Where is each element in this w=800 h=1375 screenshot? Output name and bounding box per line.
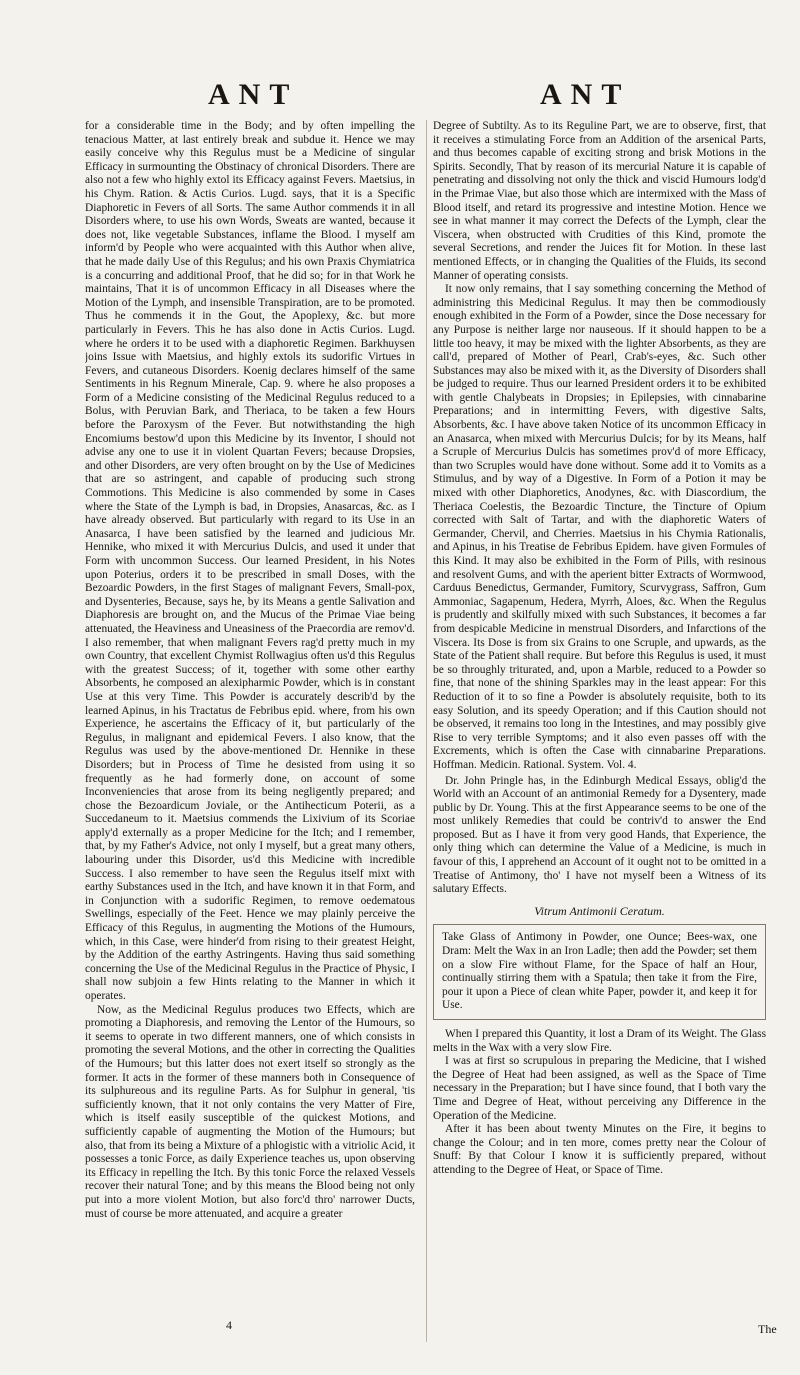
running-head-right: ANT [540, 78, 631, 111]
recipe-box: Take Glass of Antimony in Powder, one Ounce; Bees-wax, one Dram: Melt the Wax in an Iron Ladle; then add the Powder; set them on a slow Fire without Flame, for the Space of half an Hour, continually stirring them with a Spatula; then take it from the Fire, pour it upon a Piece of clean white Paper, powder it, and keep it for Use. [433, 924, 766, 1020]
right-text-column [426, 120, 766, 1342]
catchword: The [758, 1322, 777, 1336]
paragraph: for a considerable time in the Body; and by often impelling the tenacious Matter, at last entirely break and subdue it. Hence we may easily conceive why this Regulus must be a Medicine of singular Efficacy in surmounting the Obstinacy of chronical Disorders. There are also not a few who highly extol its Efficacy against Fevers. Maetsius, in his Chym. Ration. & Actis Curios. Lugd. says, that it is a Specific Diaphoretic in Fevers of all Sorts. The same Author commends it in all Disorders where, to use his own Words, Sweats are wanted, because it does not, like vegetable Substances, inflame the Blood. I myself am inform'd by People who were acquainted with this Author when alive, that he made daily Use of this Regulus; and his own Praxis Chymiatrica is a concurring and additional Proof, that he did so; for in that Work he maintains, That it is of uncommon Efficacy in all Diseases where the Motion of the Lymph, and insensible Transpiration, are to be promoted. Thus he commends it in the Gout, the Apoplexy, &c. but more particularly in Fevers. This he has also done in Actis Curios. Lugd. where he orders it to be used with a diaphoretic Regimen. Barkhuysen joins Issue with Maetsius, and highly extols its sudorific Virtues in Fevers, and cutaneous Disorders. Koenig declares himself of the same Sentiments in his Regnum Minerale, Cap. 9. where he also proposes a Form of a Medicine consisting of the Medicinal Regulus reduced to a Bolus, with Peruvian Bark, and Theriaca, to be taken a few Hours before the Paroxysm of the Fever. But notwithstanding the high Encomiums bestow'd upon this Medicine by its Inventor, I should not advise any one to use it in violent Quartan Fevers; because Dropsies, and other Disorders, are very often brought on by the Use of Medicines that are so astringent, and capable of producing such strong Commotions. This Medicine is also commended by some in Cases where the State of the Lymph is bad, in Dropsies, Anasarcas, &c. as I have already observed. But particularly with regard to its Use in an Anasarca, I have been satisfied by the learned and judicious Mr. Hennike, who mixed it with Mercurius Dulcis, and used it under that Form with uncommon Success. Our learned President, in his Notes upon Poterius, orders it to be prescribed in small Doses, with the Bezoardic Powders, in the first Stages of malignant Fevers, Small-pox, and Dysenteries, Because, says he, by its Means a gentle Salivation and Diaphoresis are brought on, and the Mucus of the Primae Viae being attenuated, the Heaviness and Uneasiness of the Praecordia are remov'd. I also remember, that when malignant Fevers rag'd pretty much in my own Country, that excellent Chymist Rollwagius often us'd this Regulus with the greatest Success; of it, together with some other earthy Absorbents, he composed an alexipharmic Powder, which is in constant Use at this very Time. This Powder is accurately describ'd by the learned Apinus, in his Tractatus de Febribus epid. where, from his own Experience, he ascertains the Efficacy of it, but particularly of the Regulus, in malignant and epidemical Fevers. I also know, that the Regulus was used by the above-mentioned Dr. Hennike in these Disorders; but in Process of Time he desisted from using it so frequently as he had formerly done, on account of some Inconveniencies that arose from its being negligently prepared; and chose the Bezoardicum Joviale, or the Antihecticum Poterii, as a Succedaneum to it. Maetsius commends the Lixivium of its Scoriae apply'd externally as a proper Medicine for the Itch; and I remember, that, by my Father's Advice, not only I myself, but a great many others, labouring under this Disorder, us'd this Medicine with incredible Success. I also remember to have seen the Regulus itself mixt with earthy Substances used in the Itch, and have known it in that Form, and in Conjunction with a sudorific Regimen, to remove oedematous Swellings, especially of the Feet. Hence we may plainly perceive the Efficacy of this Regulus, in augmenting the Motions of the Humours, which, in this Case, were hinder'd from rising to their greatest Height, by the Addition of the earthy Astringents. Having thus said something concerning the Use of the Medicinal Regulus in the Practice of Physic, I shall now subjoin a few Hints relating to the Manner in which it operates. [85, 120, 415, 1002]
paragraph: It now only remains, that I say something concerning the Method of administring this Medicinal Regulus. It may then be commodiously enough exhibited in the Form of a Powder, since the Dose necessary for any Purpose is neither large nor nauseous. If it should happen to be a little too heavy, it may be mixed with the lighter Absorbents, as they are call'd, prepared of Mother of Pearl, Crab's-eyes, &c. Such other Substances may also be mixed with it, as the Diversity of Disorders shall be judged to require. Thus our learned President orders it to be exhibited with gentle Chalybeats in Dropsies; in Epilepsies, with cinnabarine Preparations; and in intermitting Fevers, with digestive Salts, Absorbents, &c. I have above taken Notice of its uncommon Efficacy in an Anasarca, when mixed with Mercurius Dulcis; for by its Means, half a Scruple of Mercurius Dulcis has sometimes prov'd of more Efficacy, than two Scruples would have done without. Some add it to Vomits as a Stimulus, and by way of a Digestive. In Form of a Potion it may be mixed with other Diaphoretics, Anodynes, &c. with Diascordium, the Theriaca Coelestis, the Bezoardic Tincture, the Tincture of Opium corrected with Salt of Tartar, and with the diaphoretic Waters of Germander, Chervil, and Cherries. Maetsius in his Chymia Rationalis, and Apinus, in his Treatise de Febribus Epidem. have given Formules of this Kind. It may also be exhibited in the Form of Pills, with resinous and resolvent Gums, and with the aperient bitter Extracts of Wormwood, Carduus Benedictus, Germander, Fumitory, Scurvygrass, Saffron, Gum Ammoniac, Sagapenum, Hedera, Myrrh, Aloes, &c. When the Regulus is prudently and skilfully mixed with such Substances, it becomes a far from despicable Medicine in menstrual Disorders, and Infarctions of the Viscera. Its Dose is from six Grains to one Scruple, and upwards, as the State of the Patient shall require. But before this Regulus is used, it must be so throughly triturated, and, upon a Marble, reduced to a Powder so fine, that none of the shining Sparkles may in the least appear: For this Reduction of it to so fine a Powder is absolutely requisite, both to its easy Solution, and its speedy Operation; and if this Caution should not be observed, it remains too long in the Intestines, and may possibly give Rise to very terrible Symptoms; and it also even passes off with the Excrements, which is often the Case with cinnabarine Preparations. Hoffman. Medicin. Rational. System. Vol. 4. [433, 283, 766, 771]
paragraph: When I prepared this Quantity, it lost a Dram of its Weight. The Glass melts in the Wax with a very slow Fire. [433, 1028, 766, 1054]
paragraph: Dr. John Pringle has, in the Edinburgh Medical Essays, oblig'd the World with an Account of an antimonial Remedy for a Dysentery, made public by Dr. Young. This at the first Appearance seems to be one of the most unlikely Remedies that could be contriv'd to answer the End proposed. But as I have it from very good Hands, that Experience, the only thing which can determine the Value of a Medicine, is much in favour of this, I apprehend an Account of it ought not to be omitted in a Treatise of Antimony, tho' I have not myself been a Witness of its salutary Effects. [433, 774, 766, 896]
page-number: 4 [226, 1318, 232, 1332]
paragraph: After it has been about twenty Minutes on the Fire, it begins to change the Colour; and in ten more, comes pretty near the Colour of Snuff: By that Colour I know it is sufficiently prepared, without attending to the Degree of Heat, or Space of Time. [433, 1123, 766, 1176]
running-head-left: ANT [208, 78, 299, 111]
paragraph: Now, as the Medicinal Regulus produces two Effects, which are promoting a Diaphoresis, and removing the Lentor of the Humours, so it seems to operate in two different manners, one of which consists in promoting the several Motions, and the other in correcting the Qualities of the Humours; but this latter does not exert itself so strongly as the former. It acts in the former of these manners both in Consequence of its sulphureous and its reguline Parts. As for Sulphur in general, 'tis sufficiently known, that it not only contains the very Matter of Fire, which is itself easily susceptible of the quickest Motions, and sufficiently capable of augmenting the Motion of the Humours; but also, that from its being a Mixture of a phlogistic with a vitriolic Acid, it possesses a tonic Force, as daily Experience teaches us, upon observing its Efficacy in repelling the Itch. By this tonic Force the relaxed Vessels recover their natural Tone; and by this means the Blood being not only put into a more violent Motion, but also forc'd thro' narrower Ducts, must of course be more attenuated, and acquire a greater [85, 1003, 415, 1220]
paragraph: Degree of Subtilty. As to its Reguline Part, we are to observe, first, that it receives a stimulating Force from an Addition of the arsenical Parts, and thus becomes capable of exciting strong and brisk Motions in the Spirits. Secondly, That by reason of its mercurial Nature it is capable of penetrating and dissolving not only the thick and viscid Humours lodg'd in the Primae Viae, but also those which are intermixed with the Mass of Blood itself, and retard its progressive and intestine Motion. Hence we see in what manner it may correct the Defects of the Lymph, clear the Viscera, when obstructed with Crudities of this Kind, promote the several Secretions, and render the Juices fit for Motion. In these last mentioned Effects, or in changing the Qualities of the Fluids, its second Manner of operating consists. [433, 120, 766, 282]
paragraph: I was at first so scrupulous in preparing the Medicine, that I wished the Degree of Heat had been assigned, as well as the Space of Time necessary in the Preparation; but I have since found, that I both vary the Time and Degree of Heat, without perceiving any Difference in the Operation of the Medicine. [433, 1055, 766, 1122]
left-text-column [85, 120, 415, 1342]
section-heading: Vitrum Antimonii Ceratum. [534, 903, 665, 918]
